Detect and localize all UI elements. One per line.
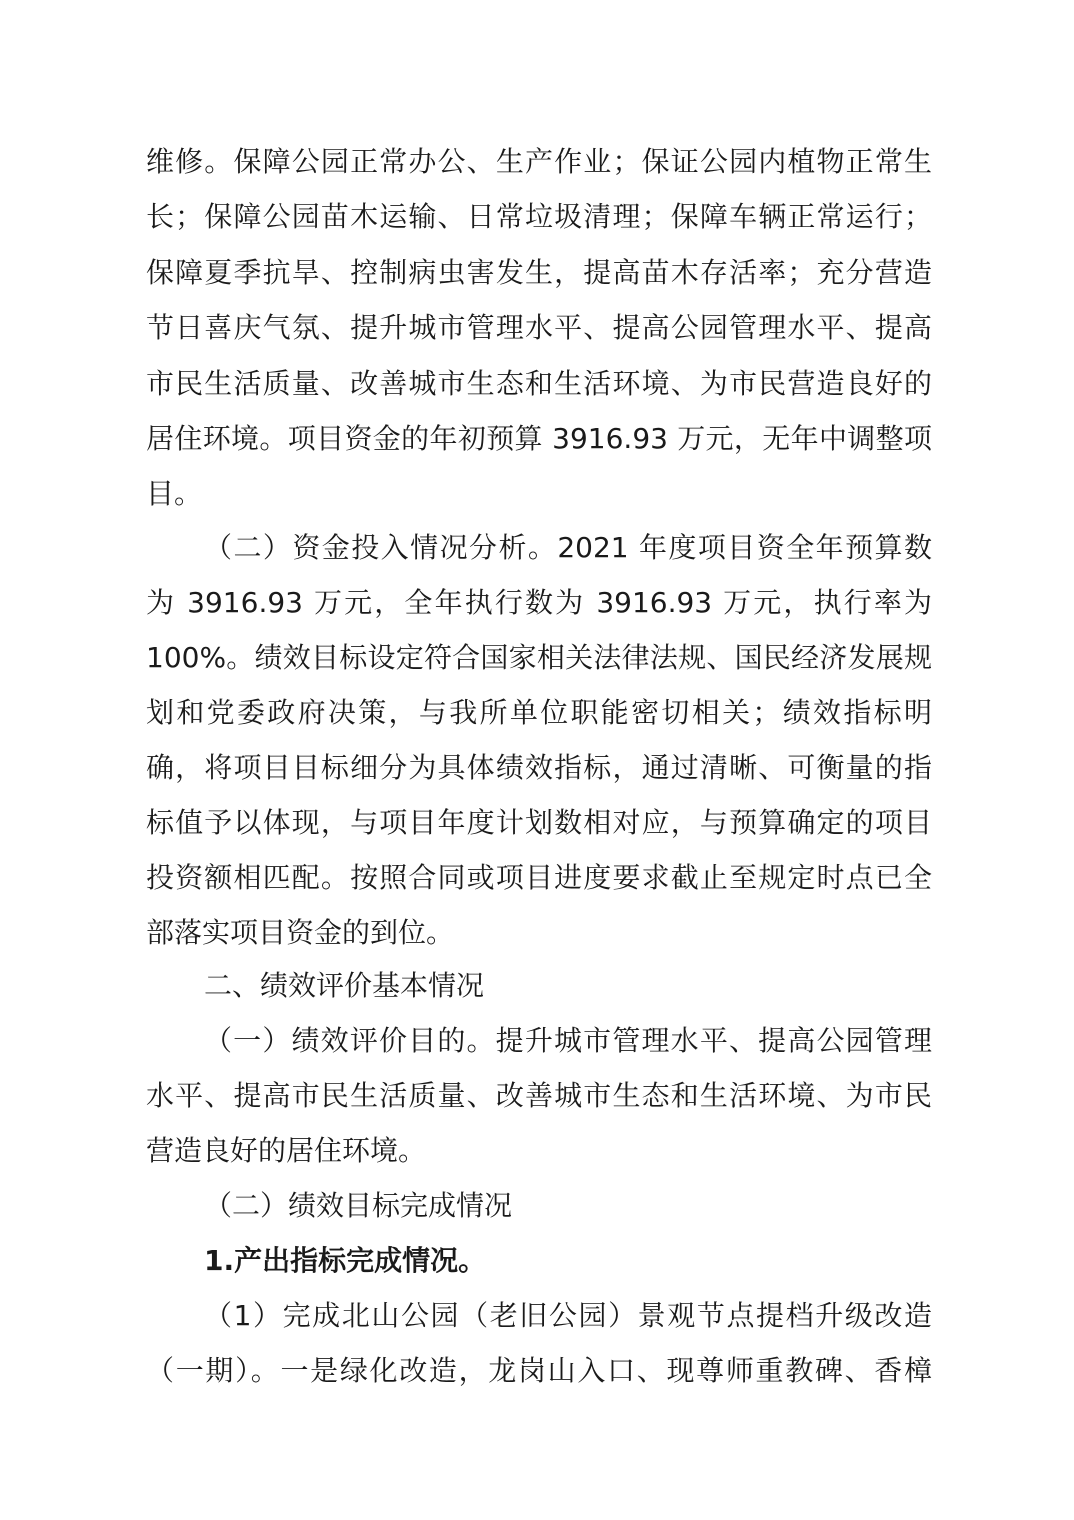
text-line: 营造良好的居住环境。 xyxy=(146,1134,427,1167)
text-line: 目。 xyxy=(146,477,203,510)
text-line: 100%。绩效目标设定符合国家相关法律法规、国民经济发展规 xyxy=(146,641,932,674)
text-line: 维修。保障公园正常办公、生产作业；保证公园内植物正常生 xyxy=(146,145,932,178)
text-line: 居住环境。项目资金的年初预算 3916.93 万元，无年中调整项 xyxy=(146,422,932,455)
text-line: 部落实项目资金的到位。 xyxy=(146,916,455,949)
text-line: 为 3916.93 万元，全年执行数为 3916.93 万元，执行率为 xyxy=(146,586,932,619)
text-line: 标值予以体现，与项目年度计划数相对应，与预算确定的项目 xyxy=(146,806,932,839)
output-indicator-heading: 1.产出指标完成情况。 xyxy=(204,1244,487,1277)
text-line: 投资额相匹配。按照合同或项目进度要求截止至规定时点已全 xyxy=(146,861,932,894)
subsection-goal-completion: （二）绩效目标完成情况 xyxy=(204,1189,513,1222)
text-line: 划和党委政府决策，与我所单位职能密切相关；绩效指标明 xyxy=(146,696,932,729)
text-line: 市民生活质量、改善城市生态和生活环境、为市民营造良好的 xyxy=(146,367,932,400)
text-line: （一期）。一是绿化改造，龙岗山入口、现尊师重教碑、香樟 xyxy=(146,1354,932,1387)
text-line: 确，将项目目标细分为具体绩效指标，通过清晰、可衡量的指 xyxy=(146,751,932,784)
text-line: 保障夏季抗旱、控制病虫害发生，提高苗木存活率；充分营造 xyxy=(146,256,932,289)
text-line: 长；保障公园苗木运输、日常垃圾清理；保障车辆正常运行； xyxy=(146,200,932,233)
section-heading-funding-analysis: （二）资金投入情况分析。2021 年度项目资全年预算数 xyxy=(204,531,932,564)
text-line: 节日喜庆气氛、提升城市管理水平、提高公园管理水平、提高 xyxy=(146,311,932,344)
text-line: 水平、提高市民生活质量、改善城市生态和生活环境、为市民 xyxy=(146,1079,932,1112)
section-heading-evaluation: 二、绩效评价基本情况 xyxy=(204,969,485,1002)
subsection-evaluation-purpose: （一）绩效评价目的。提升城市管理水平、提高公园管理 xyxy=(204,1024,932,1057)
text-line: （1）完成北山公园（老旧公园）景观节点提档升级改造 xyxy=(204,1299,932,1332)
